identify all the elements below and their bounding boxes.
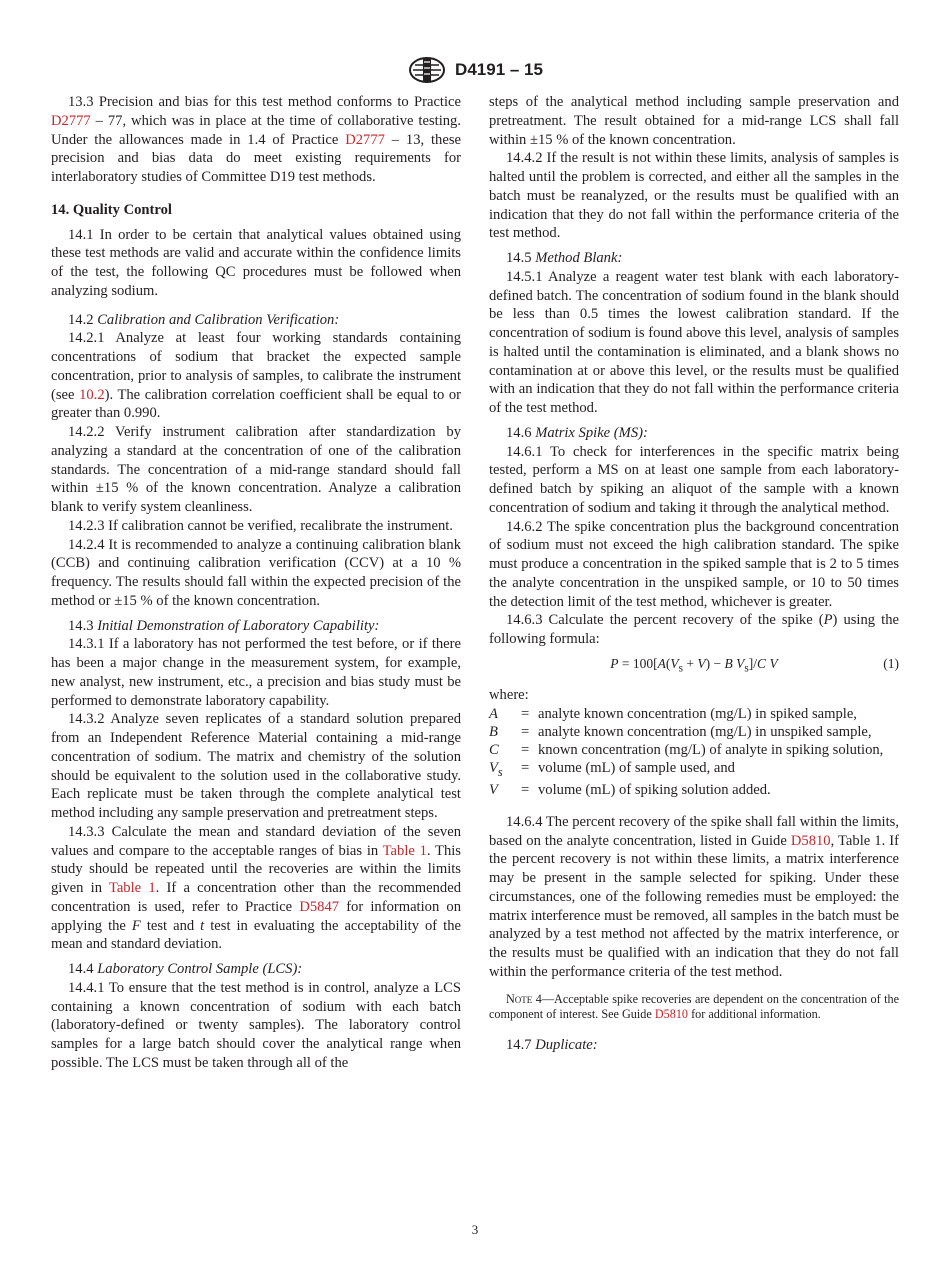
para-14-4-1-continued: steps of the analytical method including sample preservation and pretreatment. The result obtained for a mid-range LCS shall fall within ±15 % of the known concentration. (489, 94, 899, 148)
definition-symbol: $V_s$ (489, 759, 503, 779)
ref-d5810-link[interactable]: D5810 (654, 1006, 689, 1021)
astm-logo-icon (407, 56, 447, 84)
note-label: Note 4 (506, 991, 542, 1006)
para-14-6-4: 14.6.4 The percent recovery of the spike shall fall within the limits, based on the analyte concentration, listed in Guide D5810, Table 1. If the percent recovery is not within these limits, a matrix interference may be present in the sample selected for spiking. Under these circumstances, one of the following remedies must be employed: the matrix interference must be removed, all samples in the batch must be analyzed by a test method not affected by the matrix interference, or the results must be qualified with an indication that they do not fall within the performance criteria of the test method. (489, 813, 899, 980)
para-14-4-1: 14.4.1 To ensure that the test method is in control, analyze a LCS containing a known concentration of sodium with each batch (laboratory-defined or twenty samples). The laboratory control samples for a large batch should cover the analytical range when possible. The LCS must be taken through all of the (51, 979, 461, 1071)
para-14-4-2: 14.4.2 If the result is not within these limits, analysis of samples is halted until the problem is corrected, and either all the samples in the batch must be reanalyzed, or the results must be qualified with an indication that they do not fall within the performance criteria of the test method. (489, 150, 899, 242)
definition-text: analyte known concentration (mg/L) in unspiked sample, (538, 723, 872, 740)
heading-14-2: 14.2 Calibration and Calibration Verification: (68, 311, 340, 328)
para-14-5-1: 14.5.1 Analyze a reagent water test blank with each laboratory-defined batch. The concentration of sodium found in the blank should be less than 0.5 times the lowest calibration standard. If the concentration of sodium is found above this level, analysis of samples is halted until the contamination is eliminated, and a blank shows no contamination at or above this level, or the results must be qualified with an indication that they do not fall within the performance criteria of the test method. (489, 268, 899, 416)
definition-text: analyte known concentration (mg/L) in spiked sample, (538, 705, 857, 722)
definition-equals: = (521, 759, 530, 776)
heading-14-6: 14.6 Matrix Spike (MS): (506, 424, 648, 441)
ref-10-2-link[interactable]: 10.2 (79, 386, 105, 403)
definition-equals: = (521, 723, 530, 740)
ref-table-1-link[interactable]: Table 1 (108, 880, 156, 896)
para-14-2-1: 14.2.1 Analyze at least four working standards containing concentrations of sodium that bracket the expected sample concentration, prior to analysis of samples, to calibrate the instrument (see 10.2). The calibration correlation coefficient shall be equal to or greater than 0.990. (51, 330, 461, 422)
heading-14-4: 14.4 Laboratory Control Sample (LCS): (68, 961, 303, 977)
para-14-6-3: 14.6.3 Calculate the percent recovery of the spike (P) using the following formula: (489, 612, 899, 647)
para-14-3-3: 14.3.3 Calculate the mean and standard deviation of the seven values and compare to the acceptable ranges of bias in Table 1. This study should be repeated until the recoveries are within the limits given in Table 1. If a concentration other than the recommended concentration is used, refer to Practice D5847 for information on applying the F test and t test in evaluating the acceptability of the mean and standard deviation. (51, 823, 461, 953)
para-14-6-1: 14.6.1 To check for interferences in the specific matrix being tested, perform a MS on at least one sample from each laboratory-defined batch by spiking an aliquot of the sample with a known concentration of sodium and taking it through the analytical method. (489, 443, 899, 516)
definition-symbol: V (489, 781, 498, 798)
definition-equals: = (521, 705, 530, 722)
definition-row (489, 723, 899, 741)
heading-14-5: 14.5 Method Blank: (506, 250, 623, 266)
section-heading-14: 14. Quality Control (51, 201, 172, 218)
para-14-3-1: 14.3.1 If a laboratory has not performed the test before, or if there has been a major change in the measurement system, for example, new analyst, new instrument, etc., a precision and bias study must be performed to demonstrate laboratory capability. (51, 636, 461, 709)
ref-table-1-link[interactable]: Table 1 (382, 842, 427, 859)
para-14-2-2: 14.2.2 Verify instrument calibration after standardization by analyzing a standard at the concentration of one of the calibration standards. The concentration of a mid-range standard should fall within ±15 % of the known concentration. Analyze a calibration blank to verify system cleanliness. (51, 424, 461, 515)
standard-designation: D4191 – 15 (455, 60, 543, 79)
para-14-6-2: 14.6.2 The spike concentration plus the background concentration of sodium must not exceed the high calibration standard. The spike must produce a concentration in the spiked sample that is 2 to 5 times the analyte concentration in the unspiked sample, or 10 to 50 times the detection limit of the test method, whichever is greater. (489, 518, 899, 610)
definition-row (489, 741, 899, 759)
para-13-3: 13.3 Precision and bias for this test method conforms to Practice D2777 – 77, which was in place at the time of collaborative testing. Under the allowances made in 1.4 of Practice D2777 – 13, these precision and bias data do meet existing requirements for interlaboratory studies of Committee D19 test methods. (51, 94, 461, 185)
para-14-2-4: 14.2.4 It is recommended to analyze a continuing calibration blank (CCB) and continuing calibration verification (CCV) at a 10 % frequency. The results should fall within the expected precision of the method or ±15 % of the known concentration. (51, 536, 461, 609)
page-header (0, 56, 950, 84)
definition-text: volume (mL) of sample used, and (538, 759, 735, 776)
equation-1 (489, 655, 899, 678)
definition-equals: = (521, 741, 530, 758)
ref-d2777-link[interactable]: D2777 (345, 131, 385, 148)
definition-equals: = (521, 781, 530, 798)
right-column (489, 93, 899, 1054)
definition-row (489, 781, 899, 799)
definition-symbol: B (489, 723, 498, 740)
definition-row (489, 759, 899, 781)
para-14-1: 14.1 In order to be certain that analytical values obtained using these test methods are valid and accurate within the confidence limits of the test, the following QC procedures must be followed when analyzing sodium. (51, 226, 461, 299)
definition-symbol: A (489, 705, 498, 722)
equation-number: (1) (883, 655, 899, 671)
definition-symbol: C (489, 741, 499, 758)
heading-14-7: 14.7 Duplicate: (506, 1036, 598, 1053)
definition-text: known concentration (mg/L) of analyte in spiking solution, (538, 741, 884, 758)
para-14-3-2: 14.3.2 Analyze seven replicates of a standard solution prepared from an Independent Reference Material containing a mid-range concentration of sodium. The matrix and chemistry of the solution should be equivalent to the solution used in the collaborative study. Each replicate must be taken through the complete analytical test method including any sample preservation and pretreatment steps. (51, 711, 461, 821)
page-number: 3 (471, 1222, 479, 1237)
definition-text: volume (mL) of spiking solution added. (538, 781, 771, 798)
ref-d5810-link[interactable]: D5810 (790, 832, 831, 849)
ref-d2777-link[interactable]: D2777 (51, 112, 91, 129)
variable-definitions (489, 705, 899, 799)
para-14-2-3: 14.2.3 If calibration cannot be verified, recalibrate the instrument. (68, 517, 453, 534)
note-4: Note 4—Acceptable spike recoveries are dependent on the concentration of the component of interest. See Guide D5810 for additional information. (489, 991, 900, 1021)
heading-14-3: 14.3 Initial Demonstration of Laboratory Capability: (68, 617, 380, 634)
where-label: where: (489, 687, 529, 704)
left-column (51, 93, 461, 1073)
equation-body: $P = 100[A(V_s + V) - B$ $V_s]/C$ V (610, 655, 778, 675)
definition-row (489, 705, 899, 723)
ref-d5847-link[interactable]: D5847 (299, 898, 340, 915)
